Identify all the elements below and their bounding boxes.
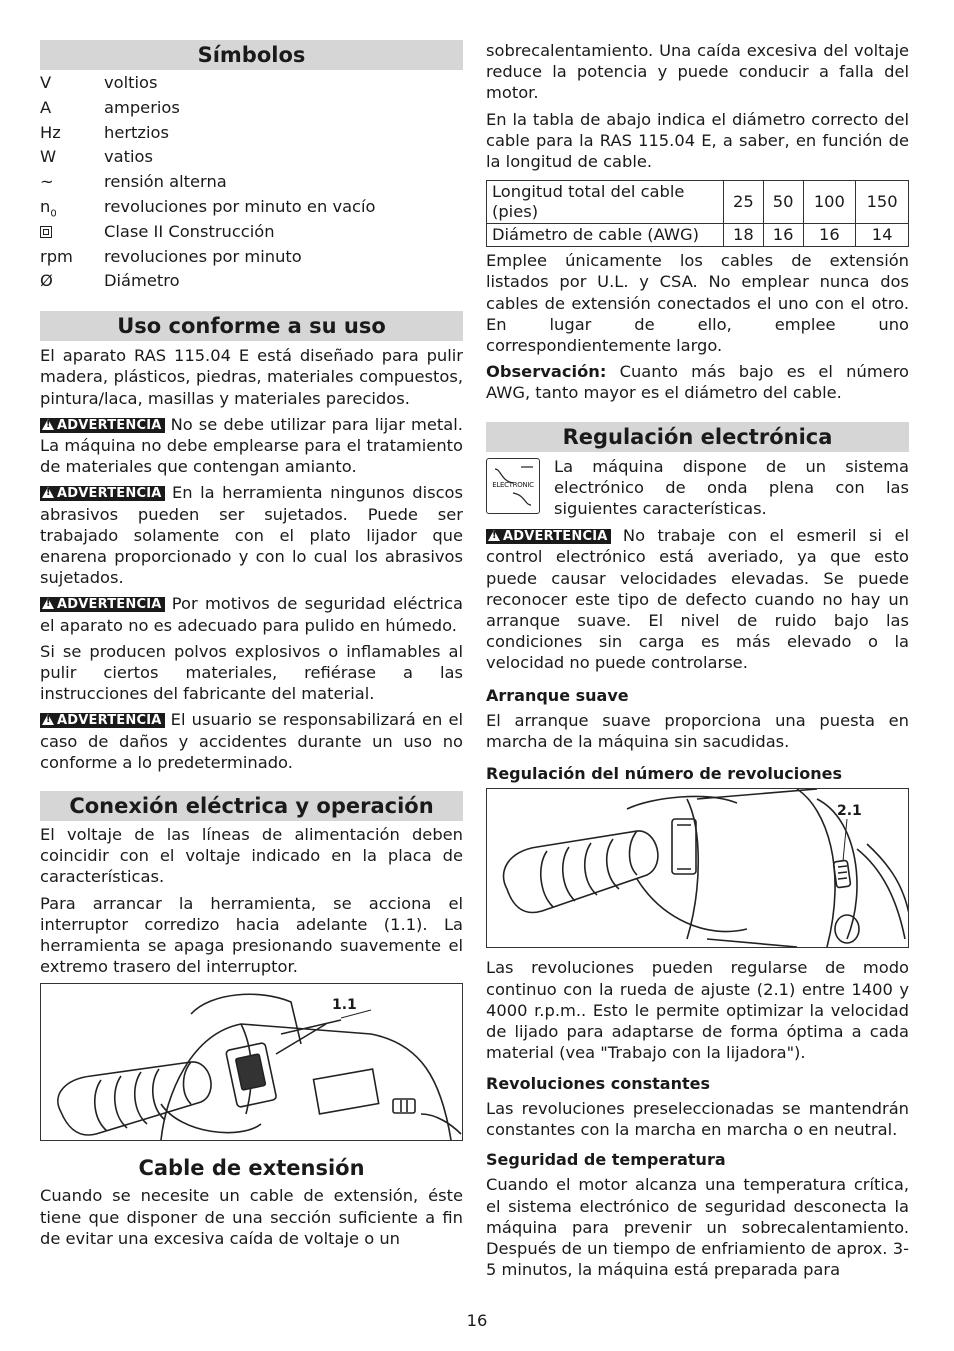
- figure-speed-dial-illustration: [486, 788, 909, 948]
- conexion-paragraph-1: El voltaje de las líneas de alimentación deben coincidir con el voltaje indicado en la placa de características.: [40, 825, 463, 887]
- conexion-paragraph-2: Para arrancar la herramienta, se acciona el interruptor corredizo hacia adelante (1.1). La herramienta se apaga presionando suavemente el extremo trasero del interruptor.: [40, 893, 463, 977]
- symbols-heading: Símbolos: [40, 40, 463, 70]
- table-cell: 50: [763, 181, 803, 224]
- electronic-symbol-text: ELECTRONIC: [492, 480, 534, 489]
- symbol-row: [40, 245, 463, 270]
- symbol-description: rensión alterna: [104, 172, 227, 192]
- class-ii-icon: [40, 226, 52, 238]
- table-cell: Longitud total del cable (pies): [487, 181, 724, 224]
- uso-warning-2: !ADVERTENCIA En la herramienta ningunos discos abrasivos pueden ser sujetados. Puede ser trabajado solamente con el plato lijador que enarena proporcionado y con lo cual los abrasivos sujetados.: [40, 482, 463, 588]
- symbol-key: rpm: [40, 246, 73, 266]
- observation-label: Observación:: [486, 362, 607, 382]
- table-row: [487, 224, 909, 247]
- symbol-key: ~: [40, 172, 54, 192]
- warning-triangle-icon: [42, 598, 54, 609]
- symbol-description: vatios: [104, 147, 153, 167]
- symbol-description: voltios: [104, 73, 158, 92]
- symbol-row: [40, 71, 463, 96]
- symbol-key: Ø: [40, 271, 53, 291]
- symbol-key: A: [40, 97, 52, 117]
- regulacion-warning: !ADVERTENCIA No trabaje con el esmeril si el control electrónico está averiado, ya que esto puede causar velocidades elevadas. Se puede reconocer este tipo de defecto cuando no hay un arranque suave. El nivel de ruido bajo las condiciones sin carga es más elevado o la velocidad no puede controlarse.: [486, 525, 909, 673]
- cable-paragraph-3: Emplee únicamente los cables de extensión listados por U.L. y CSA. No emplear nunca dos cables de extensión conectados el uno con el otro. En lugar de ello, emplee uno correspondientemente largo.: [486, 251, 909, 356]
- electronic-symbol-icon: [486, 458, 540, 514]
- temperatura-text: Cuando el motor alcanza una temperatura crítica, el sistema electrónico de seguridad desconecta la máquina para prevenir un sobrecalentamiento. Después de un tiempo de enfriamiento de aprox. 3-5 minutos, la máquina está preparada para: [486, 1175, 909, 1280]
- figure-callout-1-1: 1.1: [332, 997, 357, 1014]
- symbol-description: hertzios: [104, 122, 169, 142]
- grinder-switch-drawing: [41, 984, 463, 1140]
- symbol-key: Hz: [40, 122, 61, 142]
- table-cell: 16: [763, 224, 803, 247]
- table-cell: 14: [856, 224, 909, 247]
- symbol-row: [40, 121, 463, 146]
- uso-paragraph-1: El aparato RAS 115.04 E está diseñado para pulir madera, plásticos, piedras, materiales compuestos, pintura/laca, masillas y materiales parecidos.: [40, 346, 463, 408]
- warning-badge: !ADVERTENCIA: [40, 713, 165, 728]
- regulacion-heading: Regulación electrónica: [486, 422, 909, 452]
- table-cell: 16: [803, 224, 856, 247]
- table-cell: 25: [724, 181, 764, 224]
- table-row: [487, 181, 909, 224]
- warning-badge: !ADVERTENCIA: [40, 486, 165, 501]
- arranque-text: El arranque suave proporciona una puesta en marcha de la máquina sin sacudidas.: [486, 710, 909, 752]
- symbol-description: revoluciones por minuto: [104, 246, 302, 266]
- subheading-revoluciones: Regulación del número de revoluciones: [486, 764, 842, 784]
- uso-warning-3: !ADVERTENCIA Por motivos de seguridad eléctrica el aparato no es adecuado para pulido en húmedo.: [40, 593, 463, 635]
- symbol-row: [40, 195, 463, 220]
- figure-callout-2-1: 2.1: [837, 803, 862, 820]
- symbol-row: [40, 269, 463, 294]
- symbol-description: revoluciones por minuto en vacío: [104, 196, 376, 216]
- cable-observation: Observación: Cuanto más bajo es el número AWG, tanto mayor es el diámetro del cable.: [486, 362, 909, 403]
- cable-paragraph-1-continued: sobrecalentamiento. Una caída excesiva del voltaje reduce la potencia y puede conducir a falla del motor.: [486, 41, 909, 103]
- symbol-key: W: [40, 147, 57, 167]
- right-column: [486, 40, 909, 1280]
- warning-badge: !ADVERTENCIA: [486, 529, 611, 544]
- warning-triangle-icon: [42, 487, 54, 498]
- subheading-temperatura: Seguridad de temperatura: [486, 1150, 726, 1170]
- uso-paragraph-2: Si se producen polvos explosivos o inflamables al pulir ciertos materiales, refiérase a las instrucciones del fabricante del material.: [40, 641, 463, 704]
- revoluciones-text: Las revoluciones pueden regularse de modo continuo con la rueda de ajuste (2.1) entre 1400 y 4000 r.p.m.. Esto le permite optimizar la velocidad de lijado para adaptarse de forma óptima a cada material (vea "Trabajo con la lijadora").: [486, 958, 909, 1063]
- cable-heading: Cable de extensión: [138, 1156, 365, 1181]
- table-cell: 18: [724, 224, 764, 247]
- cable-paragraph-1: Cuando se necesite un cable de extensión, éste tiene que disponer de una sección suficiente a fin de evitar una excesiva caída de voltaje o un: [40, 1186, 463, 1248]
- uso-heading: Uso conforme a su uso: [40, 311, 463, 341]
- table-cell: 100: [803, 181, 856, 224]
- warning-badge: !ADVERTENCIA: [40, 418, 165, 433]
- table-cell: 150: [856, 181, 909, 224]
- warning-triangle-icon: [42, 419, 54, 430]
- symbol-key: V: [40, 73, 52, 92]
- symbol-key: $n_0$: [40, 196, 57, 220]
- subheading-arranque: Arranque suave: [486, 685, 629, 705]
- symbol-description: Clase II Construcción: [104, 221, 275, 241]
- cable-table: [486, 180, 909, 247]
- conexion-heading: Conexión eléctrica y operación: [40, 791, 463, 821]
- uso-warning-1: !ADVERTENCIA No se debe utilizar para lijar metal. La máquina no debe emplearse para el tratamiento de materiales que contengan amianto.: [40, 414, 463, 478]
- electronic-intro: [486, 456, 909, 520]
- cable-paragraph-2: En la tabla de abajo indica el diámetro correcto del cable para la RAS 115.04 E, a saber, en función de la longitud de cable.: [486, 109, 909, 172]
- constantes-text: Las revoluciones preseleccionadas se mantendrán constantes con la marcha en marcha o en neutral.: [486, 1098, 909, 1139]
- left-column: [40, 40, 463, 1249]
- uso-warning-4: !ADVERTENCIA El usuario se responsabilizará en el caso de daños y accidentes durante un uso no conforme a lo predeterminado.: [40, 709, 463, 773]
- symbol-row: [40, 145, 463, 170]
- warning-triangle-icon: [488, 530, 500, 541]
- symbol-row: [40, 96, 463, 121]
- page-number: 16: [466, 1311, 488, 1330]
- symbols-list: [40, 71, 463, 294]
- symbol-description: Diámetro: [104, 271, 180, 291]
- symbol-row: [40, 170, 463, 195]
- symbol-description: amperios: [104, 97, 180, 117]
- table-cell: Diámetro de cable (AWG): [487, 224, 724, 247]
- warning-badge: !ADVERTENCIA: [40, 597, 165, 612]
- symbol-row: [40, 220, 463, 245]
- warning-triangle-icon: [42, 714, 54, 725]
- regulacion-intro: La máquina dispone de un sistema electrónico de onda plena con las siguientes características.: [554, 456, 909, 519]
- figure-switch-illustration: [40, 983, 463, 1141]
- symbol-key: [40, 220, 104, 245]
- subheading-constantes: Revoluciones constantes: [486, 1073, 711, 1093]
